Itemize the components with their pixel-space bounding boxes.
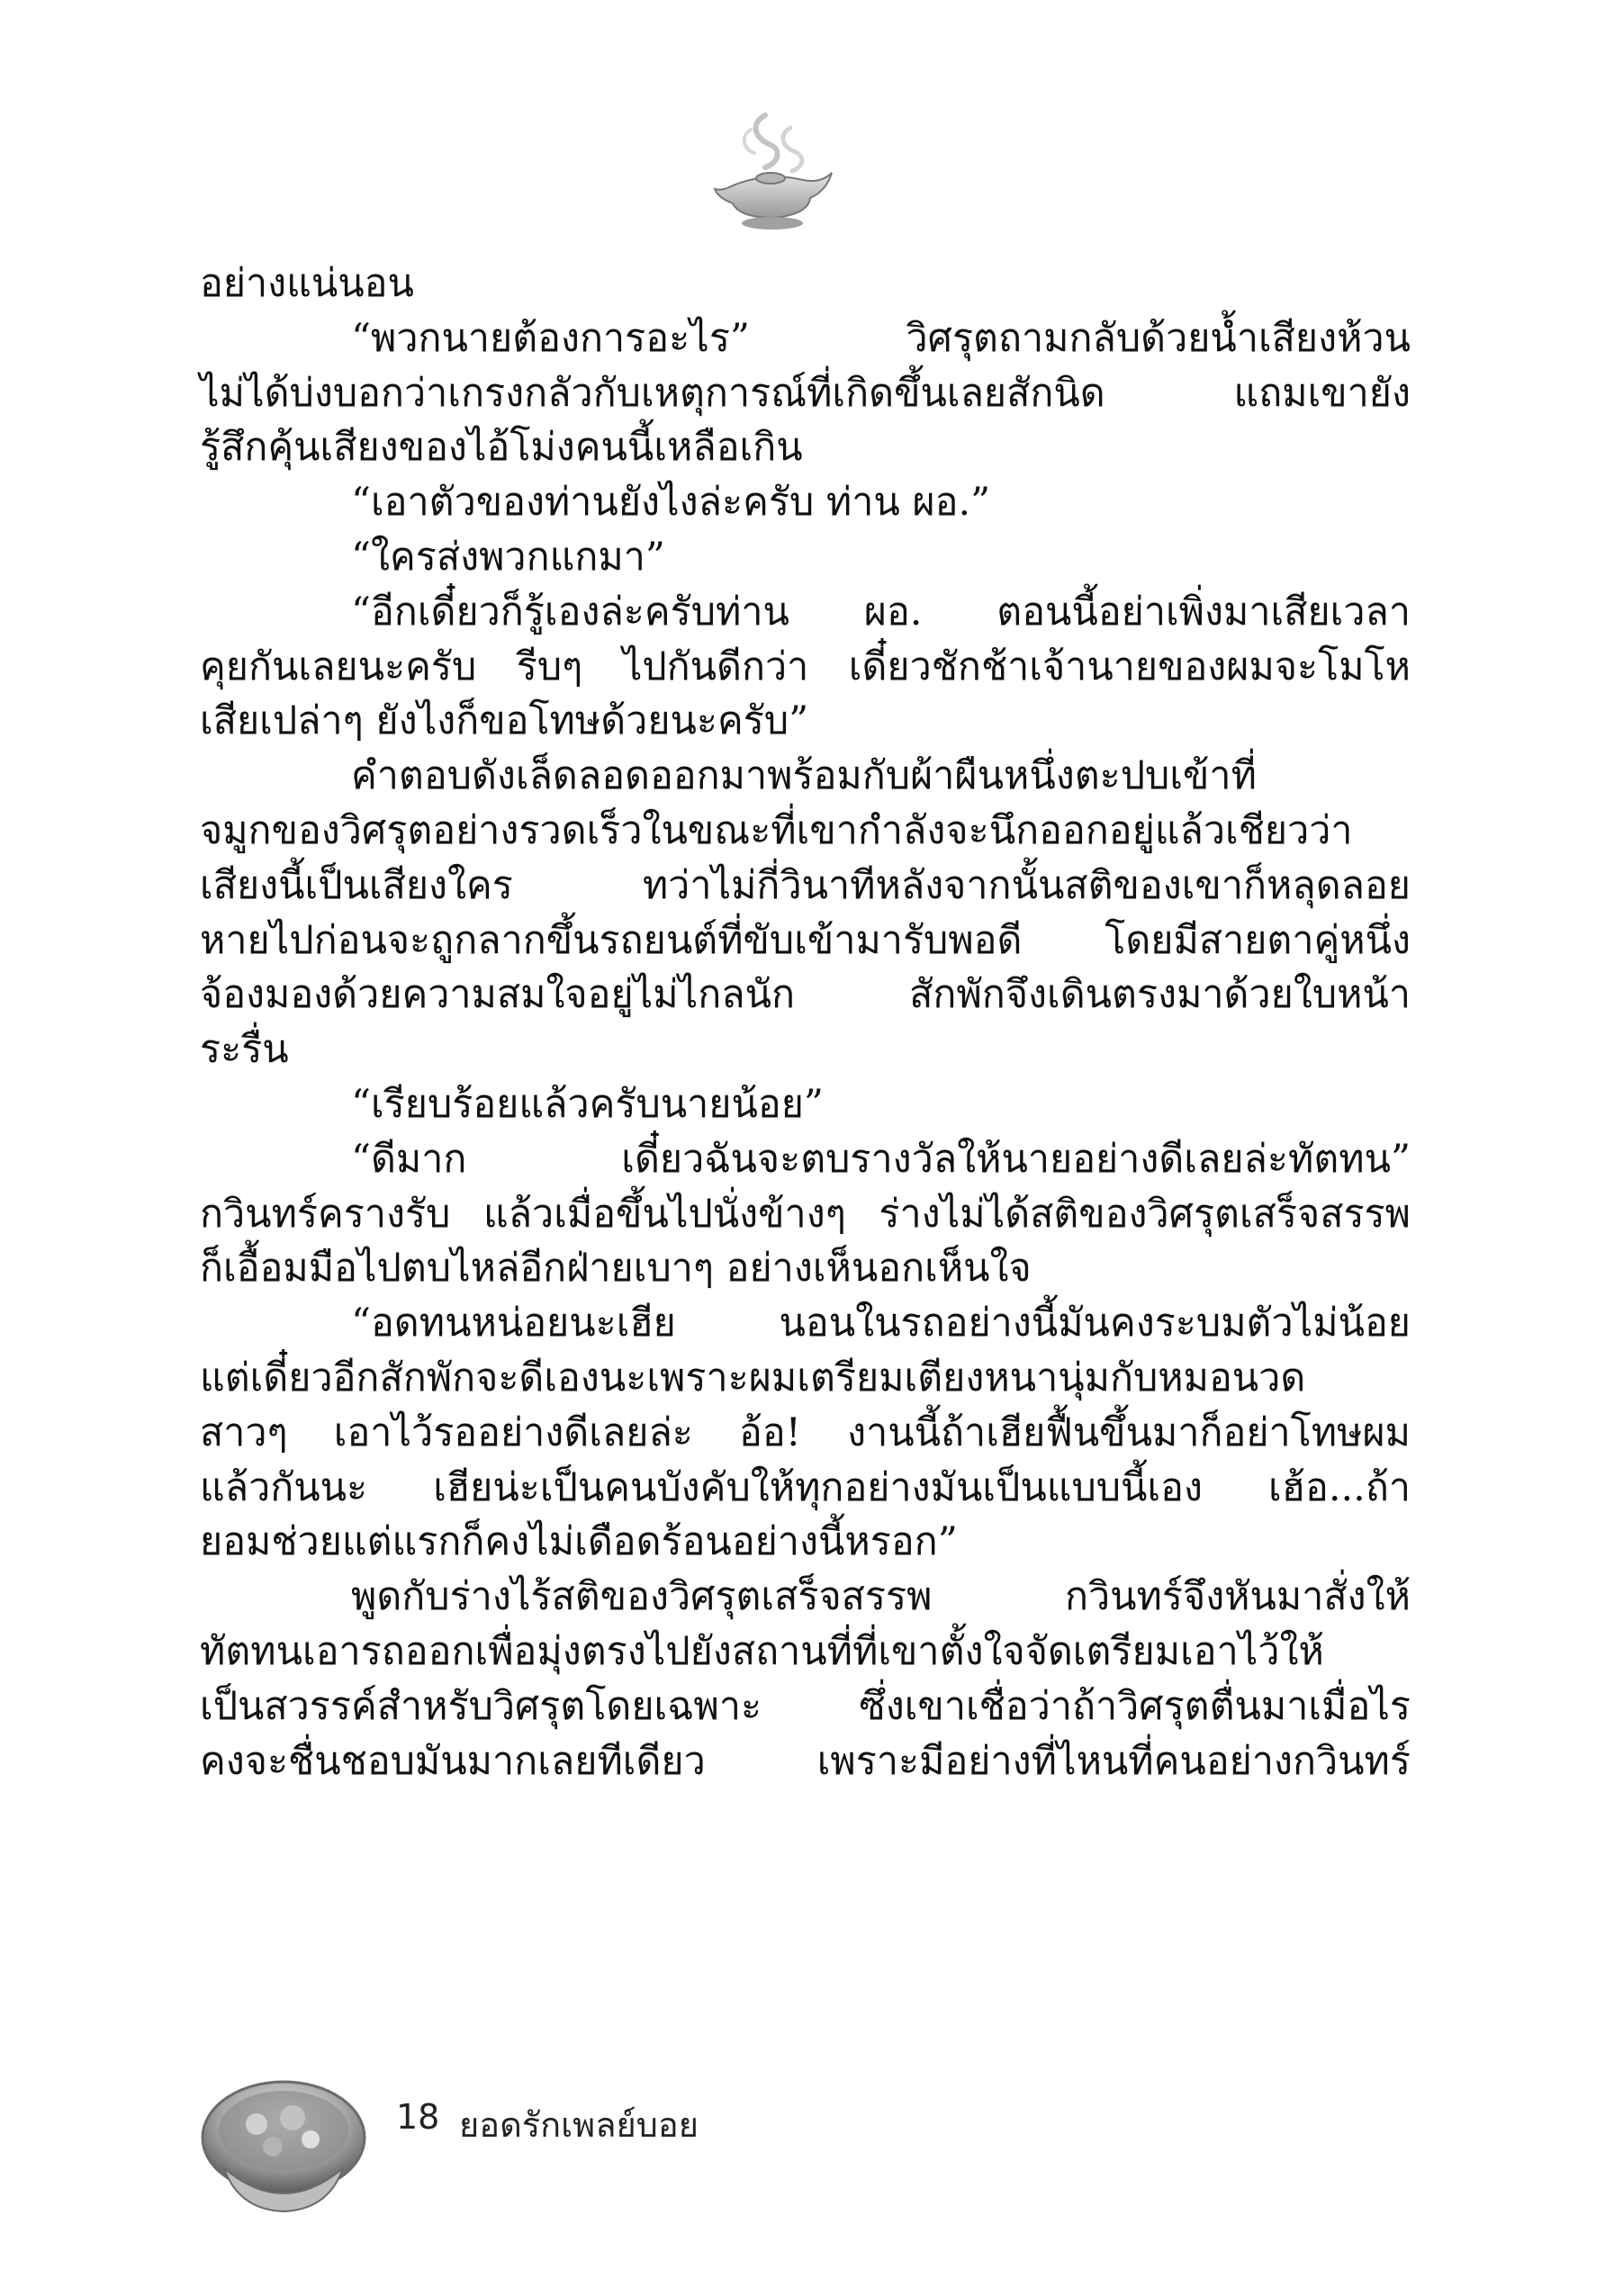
text-line: แล้วกันนะ เฮียน่ะเป็นคนบังคับให้ทุกอย่างมันเป็นแบบนี้เอง เฮ้อ...ถ้า: [200, 1464, 1411, 1510]
text-line: “อีกเดี๋ยวก็รู้เองล่ะครับท่าน ผอ. ตอนนี้อย่าเพิ่งมาเสียเวลา: [351, 589, 1411, 635]
text-line: จ้องมองด้วยความสมใจอยู่ไม่ไกลนัก สักพักจึงเดินตรงมาด้วยใบหน้า: [200, 972, 1411, 1018]
text-line: “ใครส่งพวกแกมา”: [351, 534, 665, 580]
page-number: 18: [396, 2097, 440, 2137]
text-line: “เรียบร้อยแล้วครับนายน้อย”: [351, 1081, 824, 1127]
text-line: ระรื่น: [200, 1027, 289, 1073]
text-line: เป็นสวรรค์สำหรับวิศรุตโดยเฉพาะ ซึ่งเขาเชื่อว่าถ้าวิศรุตตื่นมาเมื่อไร: [200, 1683, 1411, 1729]
text-line: หายไปก่อนจะถูกลากขึ้นรถยนต์ที่ขับเข้ามารับพอดี โดยมีสายตาคู่หนึ่ง: [200, 917, 1411, 963]
text-line: เสียงนี้เป็นเสียงใคร ทว่าไม่กี่วินาทีหลังจากนั้นสติของเขาก็หลุดลอย: [200, 862, 1411, 908]
text-line: อย่างแน่นอน: [200, 261, 414, 306]
text-line: ไม่ได้บ่งบอกว่าเกรงกลัวกับเหตุการณ์ที่เกิดขึ้นเลยสักนิด แถมเขายัง: [200, 370, 1411, 416]
oil-lamp-ornament-icon: [702, 108, 837, 239]
text-line: คุยกันเลยนะครับ รีบๆ ไปกันดีกว่า เดี๋ยวชักช้าเจ้านายของผมจะโมโห: [200, 644, 1411, 689]
text-line: คำตอบดังเล็ดลอดออกมาพร้อมกับผ้าผืนหนึ่งตะปบเข้าที่: [351, 753, 1257, 799]
text-line: คงจะชื่นชอบมันมากเลยทีเดียว เพราะมีอย่างที่ไหนที่คนอย่างกวินทร์: [200, 1738, 1411, 1784]
text-line: “ดีมาก เดี๋ยวฉันจะตบรางวัลให้นายอย่างดีเลยล่ะทัตทน”: [351, 1136, 1411, 1182]
text-line: สาวๆ เอาไว้รออย่างดีเลยล่ะ อ้อ! งานนี้ถ้าเฮียฟื้นขึ้นมาก็อย่าโทษผม: [200, 1409, 1411, 1455]
book-title: ยอดรักเพลย์บอย: [459, 2105, 699, 2145]
body-text: [200, 257, 1411, 1788]
text-line: รู้สึกคุ้นเสียงของไอ้โม่งคนนี้เหลือเกิน: [200, 425, 803, 471]
text-line: เสียเปล่าๆ ยังไงก็ขอโทษด้วยนะครับ”: [200, 698, 809, 744]
text-line: จมูกของวิศรุตอย่างรวดเร็วในขณะที่เขากำลังจะนึกออกอยู่แล้วเชียวว่า: [200, 807, 1353, 853]
bowl-ornament-icon: [194, 2075, 374, 2228]
text-line: “พวกนายต้องการอะไร” วิศรุตถามกลับด้วยน้ำเสียงห้วน: [351, 315, 1411, 361]
text-line: “เอาตัวของท่านยังไงล่ะครับ ท่าน ผอ.”: [351, 480, 991, 526]
text-line: ยอมช่วยแต่แรกก็คงไม่เดือดร้อนอย่างนี้หรอก”: [200, 1519, 958, 1565]
text-line: ก็เอื้อมมือไปตบไหล่อีกฝ่ายเบาๆ อย่างเห็นอกเห็นใจ: [200, 1246, 1032, 1292]
text-line: พูดกับร่างไร้สติของวิศรุตเสร็จสรรพ กวินทร์จึงหันมาสั่งให้: [351, 1574, 1411, 1620]
text-line: ทัตทนเอารถออกเพื่อมุ่งตรงไปยังสถานที่ที่เขาตั้งใจจัดเตรียมเอาไว้ให้: [200, 1628, 1324, 1674]
text-line: กวินทร์ครางรับ แล้วเมื่อขึ้นไปนั่งข้างๆ ร่างไม่ได้สติของวิศรุตเสร็จสรรพ: [200, 1191, 1411, 1237]
text-line: แต่เดี๋ยวอีกสักพักจะดีเองนะเพราะผมเตรียมเตียงหนานุ่มกับหมอนวด: [200, 1355, 1306, 1400]
text-line: “อดทนหน่อยนะเฮีย นอนในรถอย่างนี้มันคงระบมตัวไม่น้อย: [351, 1301, 1411, 1346]
